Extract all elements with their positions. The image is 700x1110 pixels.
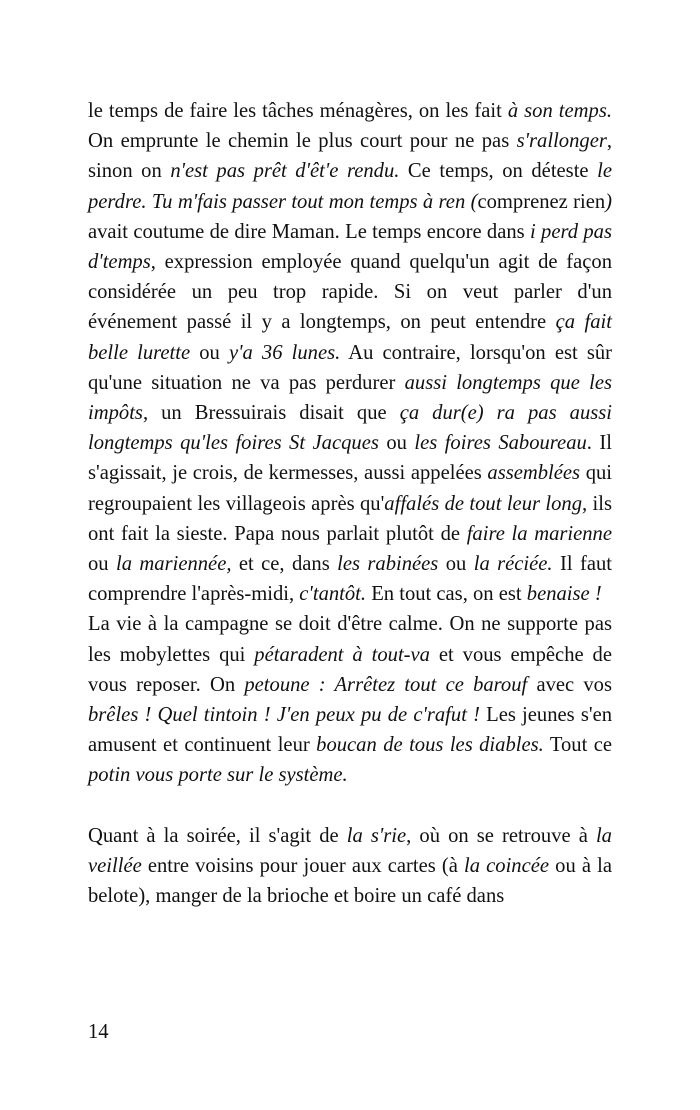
text-run: ou à la belote), manger de la brioche et boire un café dans <box>88 855 612 908</box>
italic-text-run: la coincée <box>464 855 550 878</box>
italic-text-run: la veillée <box>88 824 612 878</box>
text-run: avec vos <box>527 673 612 696</box>
text-run: et vous empêche de vous reposer. On <box>88 643 612 696</box>
italic-text-run: pétaradent à tout-va <box>254 643 430 666</box>
italic-text-run: affalés de tout leur long, <box>384 492 588 515</box>
text-run: , expression employée quand quelqu'un agit de façon considérée un peu trop rapide. Si on veut parler d'un événement passé il y a longtemps, on peut entendre <box>88 251 612 334</box>
text-run: avait coutume de dire Maman. Le temps encore dans <box>88 220 530 243</box>
page-number: 14 <box>88 1021 109 1043</box>
text-run: , sinon on <box>88 130 612 183</box>
italic-text-run: la s'rie <box>346 824 407 847</box>
italic-text-run: y'a 36 lunes. <box>228 341 341 364</box>
text-run: le temps de faire les tâches ménagères, on les fait <box>88 100 508 122</box>
italic-text-run: à son temps. <box>507 100 612 122</box>
text-run: Quant à la soirée, il s'agit de <box>88 824 347 847</box>
italic-text-run: n'est pas prêt d'êt'e rendu. <box>170 160 400 183</box>
italic-text-run: c'tantôt. <box>299 583 367 606</box>
text-run: et ce, dans <box>231 553 338 576</box>
italic-text-run: la mariennée, <box>116 553 232 576</box>
text-run: , un Bressuirais disait que <box>142 402 400 425</box>
text-run: ou <box>88 553 116 576</box>
text-run: qui regroupaient les villageois après qu' <box>88 462 613 515</box>
paragraph-1 <box>88 96 612 609</box>
text-run: Ce temps, on déteste <box>399 160 598 183</box>
text-run: Il faut comprendre l'après-midi, <box>88 553 612 606</box>
italic-text-run: boucan de tous les diables. <box>316 734 544 757</box>
italic-text-run: ça fait belle lurette <box>88 311 612 364</box>
italic-text-run: les rabinées <box>337 553 439 576</box>
text-run: ou <box>378 432 415 455</box>
text-run: . Il s'agissait, je crois, de kermesses, aussi appelées <box>88 432 612 485</box>
text-run: En tout cas, on est <box>366 583 527 606</box>
italic-text-run: i perd pas d'temps <box>88 220 612 274</box>
text-run: comprenez rien <box>477 190 606 213</box>
italic-text-run: faire la marienne <box>466 522 612 545</box>
italic-text-run: les foires Saboureau <box>414 432 587 455</box>
italic-text-run: aussi longtemps que les impôts <box>88 371 613 425</box>
italic-text-run: petoune : Arrêtez tout ce barouf <box>244 673 528 696</box>
italic-text-run: brêles ! Quel tintoin ! J'en peux pu de c'rafut ! <box>88 704 480 727</box>
paragraph-3 <box>88 821 612 912</box>
text-run: Les jeunes s'en amusent et continuent leur <box>88 704 613 757</box>
italic-text-run: potin vous porte sur le système. <box>88 764 348 787</box>
paragraph-2 <box>88 609 612 790</box>
body-text <box>88 96 612 911</box>
italic-text-run: le perdre. Tu m'fais passer tout mon temps à ren ( <box>88 160 612 213</box>
text-run: Au contraire, lorsqu'on est sûr qu'une situation ne va pas perdurer <box>88 341 613 394</box>
text-run: ou <box>438 553 474 576</box>
text-run: entre voisins pour jouer aux cartes (à <box>141 855 465 878</box>
italic-text-run: ) <box>605 190 613 213</box>
italic-text-run: s'rallonger <box>516 130 607 153</box>
italic-text-run: assemblées <box>487 462 581 485</box>
italic-text-run: benaise ! <box>526 583 602 606</box>
italic-text-run: ça dur(e) ra pas aussi longtemps qu'les foires St Jacques <box>88 402 612 455</box>
text-run: ou <box>190 341 229 364</box>
italic-text-run: la réciée. <box>473 553 553 576</box>
text-run: On emprunte le chemin le plus court pour ne pas <box>88 130 517 153</box>
text-run: Tout ce <box>543 734 612 757</box>
text-run: , où on se retrouve à <box>406 824 596 847</box>
text-run: ils ont fait la sieste. Papa nous parlait plutôt de <box>88 492 612 545</box>
text-run: La vie à la campagne se doit d'être calme. On ne supporte pas les mobylettes qui <box>88 613 612 666</box>
